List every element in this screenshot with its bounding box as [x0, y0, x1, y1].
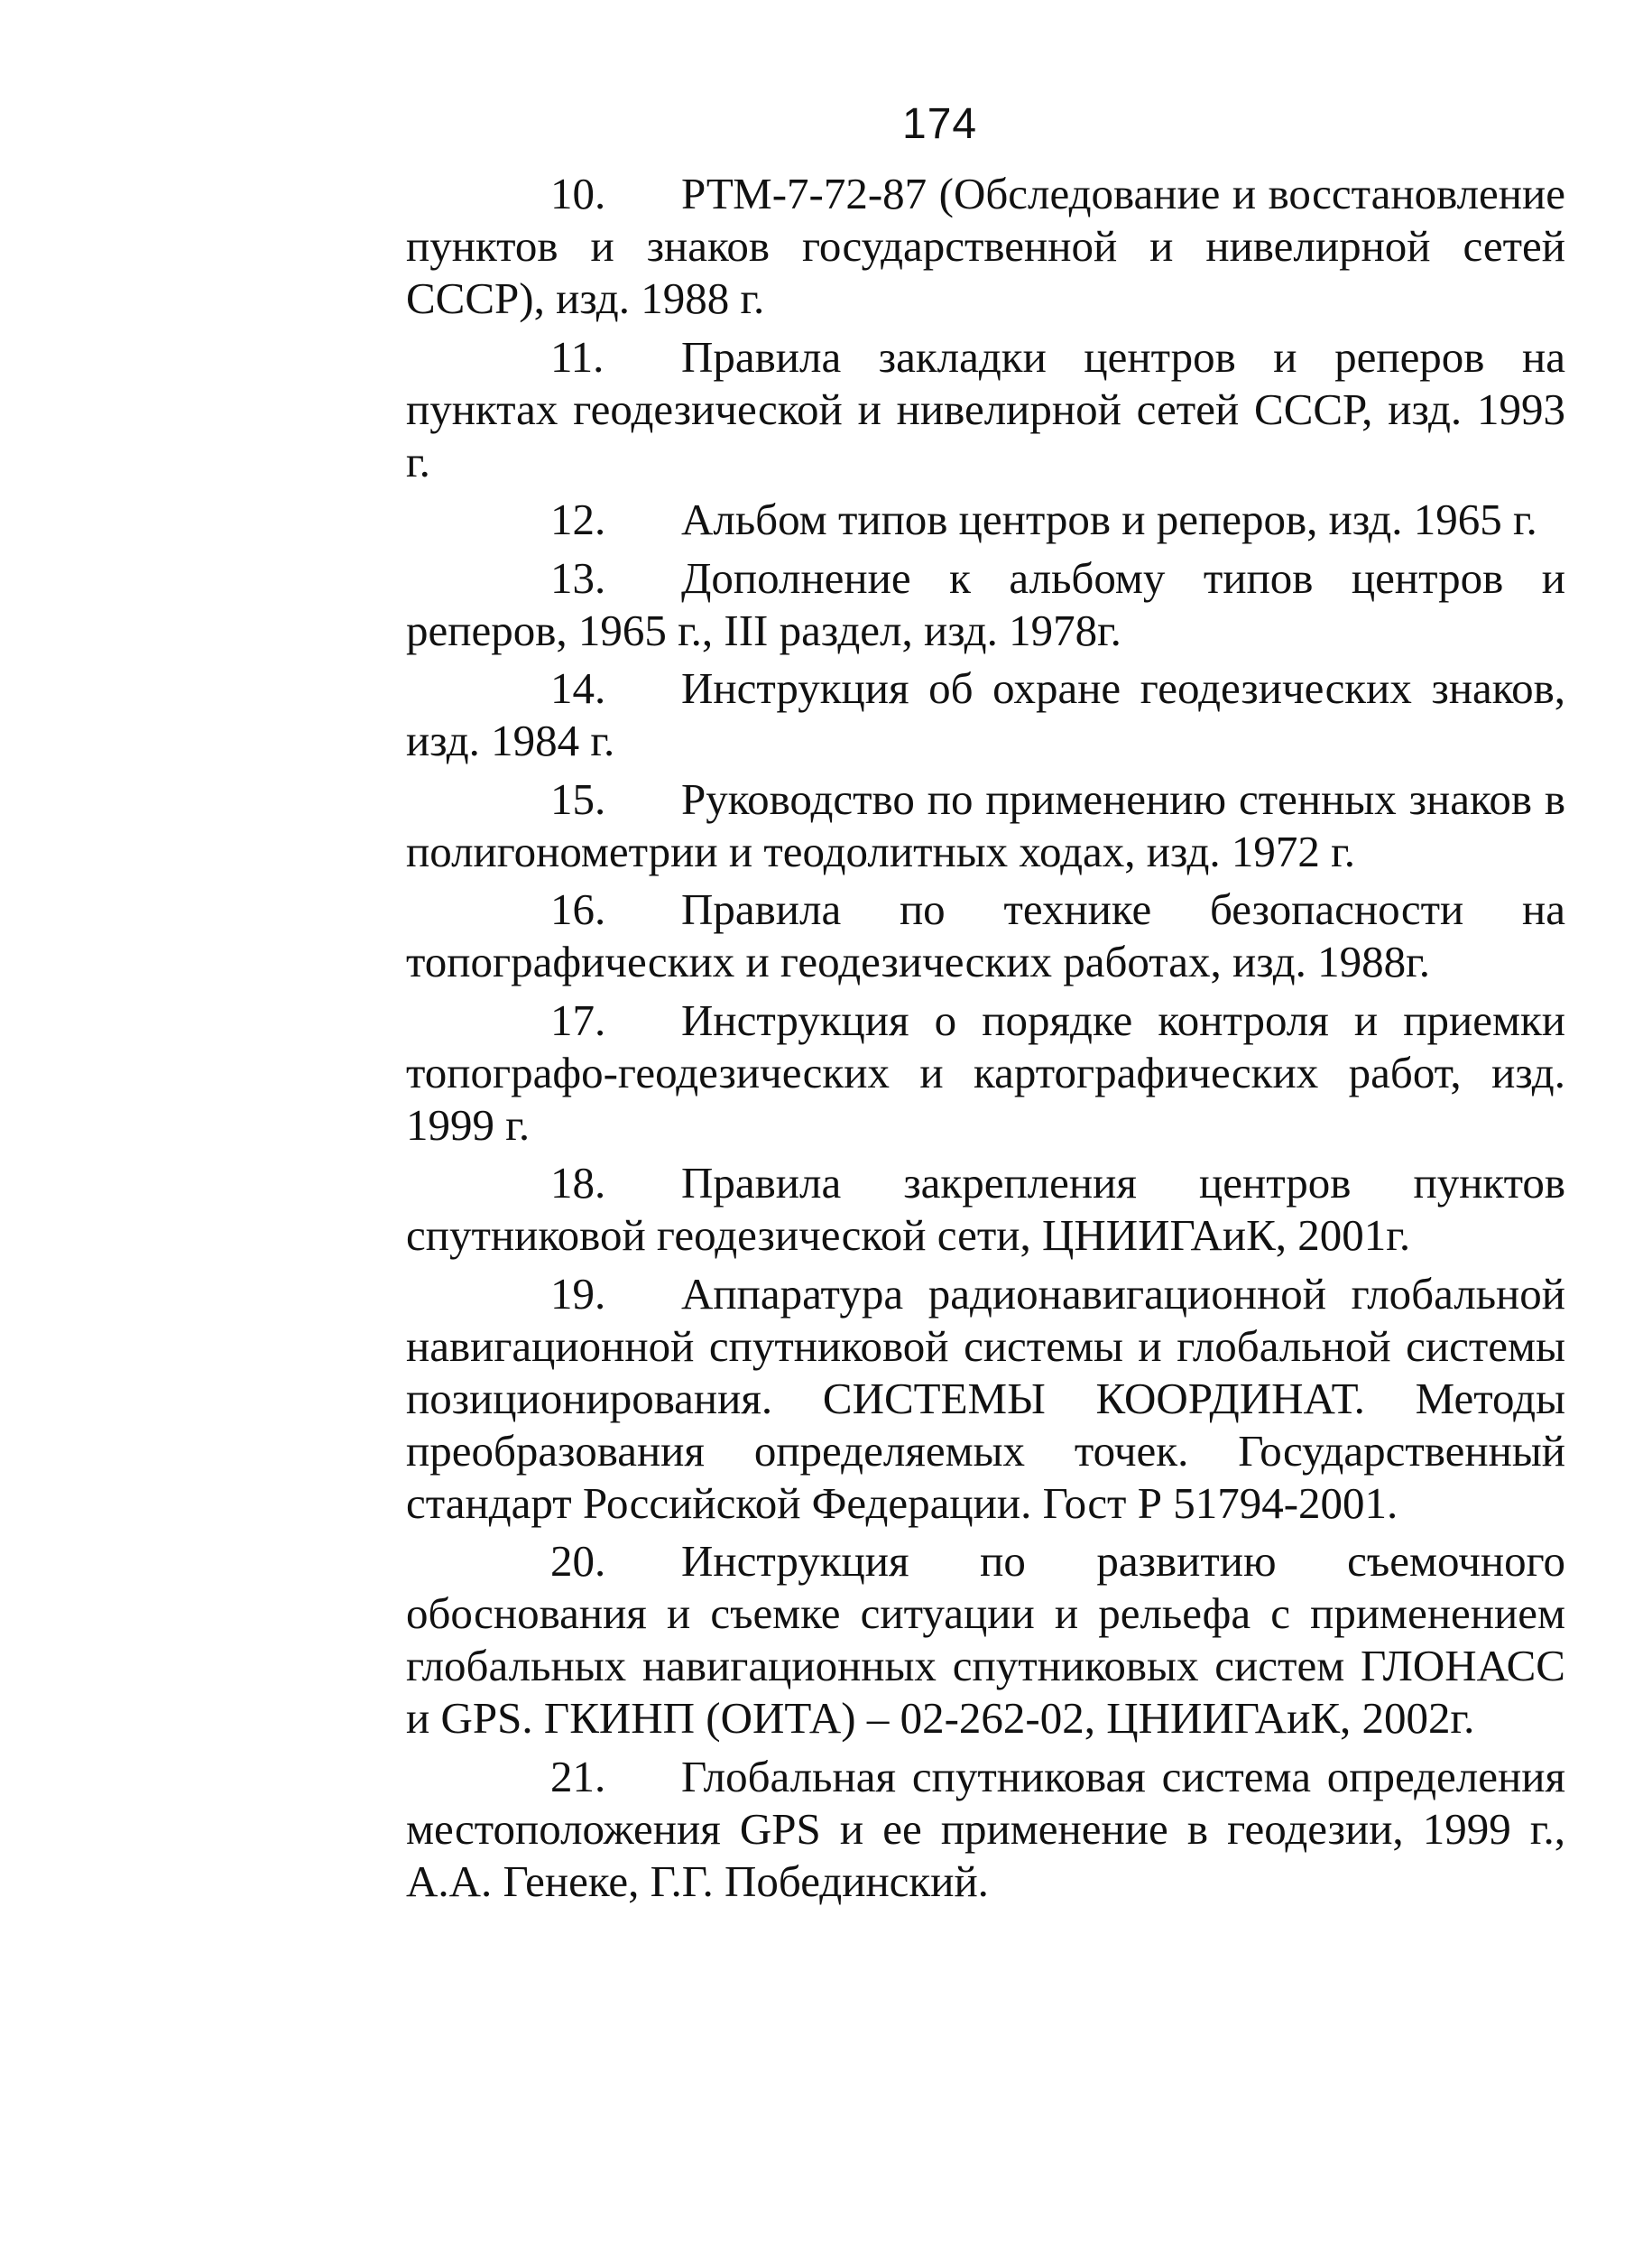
reference-number: 15. [550, 773, 606, 824]
reference-number: 21. [550, 1751, 606, 1801]
reference-number: 13. [550, 552, 606, 603]
reference-item [406, 552, 1565, 657]
reference-text: Дополнение к альбому типов центров и реперов, 1965 г., III раздел, изд. 1978г. [406, 552, 1565, 655]
reference-number: 19. [550, 1268, 606, 1319]
reference-item [406, 1751, 1565, 1908]
reference-number: 14. [550, 663, 606, 713]
reference-item [406, 1157, 1565, 1262]
page-number: 174 [902, 100, 978, 148]
reference-text: Инструкция об охране геодезических знаков, изд. 1984 г. [406, 663, 1565, 765]
reference-text: Правила закрепления центров пунктов спутниковой геодезической сети, ЦНИИГАиК, 2001г. [406, 1158, 1565, 1260]
reference-number: 18. [550, 1158, 606, 1208]
reference-text: Глобальная спутниковая система определения местоположения GPS и ее применение в геодезии, 1999 г., А.А. Генеке, Г.Г. Побединский. [406, 1751, 1565, 1906]
reference-list [406, 168, 1565, 1913]
reference-number: 16. [550, 884, 606, 934]
reference-text: Правила по технике безопасности на топографических и геодезических работах, изд. 1988г. [406, 884, 1565, 986]
reference-text: РТМ-7-72-87 (Обследование и восстановление пунктов и знаков государственной и нивелирной сетей СССР), изд. 1988 г. [406, 169, 1565, 323]
reference-text: Правила закладки центров и реперов на пунктах геодезической и нивелирной сетей СССР, изд. 1993 г. [406, 331, 1565, 486]
reference-number: 11. [550, 331, 605, 382]
reference-item [406, 884, 1565, 988]
reference-item [406, 995, 1565, 1152]
reference-number: 20. [550, 1536, 606, 1586]
reference-number: 12. [550, 495, 606, 544]
reference-number: 17. [550, 995, 606, 1045]
reference-item [406, 773, 1565, 878]
reference-item [406, 1535, 1565, 1745]
reference-text: Руководство по применению стенных знаков в полигонометрии и теодолитных ходах, изд. 1972 г. [406, 773, 1565, 876]
reference-text: Инструкция по развитию съемочного обоснования и съемке ситуации и рельефа с применением глобальных навигационных спутниковых систем ГЛОНАСС и GPS. ГКИНП (ОИТА) – 02-262-02, ЦНИИГАиК, 2002г. [406, 1536, 1565, 1743]
reference-item [406, 662, 1565, 767]
reference-item [406, 1268, 1565, 1530]
reference-item [406, 168, 1565, 325]
reference-text: Аппаратура радионавигационной глобальной навигационной спутниковой системы и глобальной системы позиционирования. СИСТЕМЫ КООРДИНАТ. Методы преобразования определяемых точек. Государственный стандарт Российской Федерации. Гост Р 51794-2001. [406, 1268, 1565, 1528]
reference-item [406, 494, 1565, 546]
reference-number: 10. [550, 169, 606, 218]
reference-text: Альбом типов центров и реперов, изд. 1965 г. [681, 495, 1537, 544]
reference-text: Инструкция о порядке контроля и приемки топографо-геодезических и картографических работ, изд. 1999 г. [406, 995, 1565, 1150]
reference-item [406, 331, 1565, 488]
